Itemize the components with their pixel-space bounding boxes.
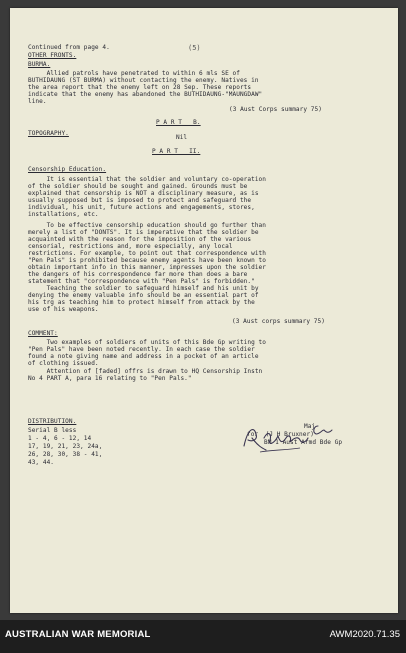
text-line: individual, his unit, future actions and engagements, stores, [28, 204, 255, 211]
text-line: Continued from page 4. [28, 44, 110, 51]
text-line: installations, etc. [28, 211, 99, 218]
page-number: (5) [188, 44, 201, 52]
text-line: Attention of [faded] offrs is drawn to HQ Censorship Instn [28, 368, 263, 375]
text-line: use of his weapons. [28, 306, 99, 313]
text-line: (3 Aust corps summary 75) [232, 318, 325, 325]
text-line: No 4 PART A, para 16 relating to "Pen Pals." [28, 375, 192, 382]
text-line: merely a list of "DONTS". It is imperative that the soldier be [28, 229, 259, 236]
text-line: the area report that the enemy left on 28 Sep. These reports [28, 84, 252, 91]
text-line: Two examples of soldiers of units of this Bde Gp writing to [28, 339, 266, 346]
text-line: his trg as teaching him to protect himself from attack by the [28, 299, 255, 306]
text-line: the dangers of his correspondence far more than does a bare [28, 271, 248, 278]
text-line: of the soldier should be sought and gained. Grounds must be [28, 183, 248, 190]
archive-footer [0, 620, 406, 653]
text-line: for (J H Bruxner) [247, 431, 314, 438]
text-line: Teaching the soldier to safeguard himself and his unit by [28, 285, 259, 292]
text-line: restrictions. For example, to point out that correspondence with [28, 250, 266, 257]
text-line: 26, 28, 30, 38 - 41, [28, 451, 103, 458]
text-line: indicate that the enemy has abandoned the BUTHIDAUNG-"MAUNGDAW" [28, 91, 263, 98]
text-line: "Pen Pals" is prohibited because enemy agents have been known to [28, 257, 266, 264]
text-line: "Pen Pals" have been noted recently. In each case the soldier [28, 346, 255, 353]
text-line: It is essential that the soldier and voluntary co-operation [28, 176, 266, 183]
handwritten-signature [238, 420, 348, 460]
text-line: DISTRIBUTION. [28, 418, 77, 425]
text-line: line. [28, 98, 47, 105]
text-line: To be effective censorship education should go further than [28, 222, 266, 229]
text-line: Allied patrols have penetrated to within 6 mls SE of [28, 70, 240, 77]
text-line: P A R T II. [152, 148, 201, 155]
text-line: Censorship Education. [28, 166, 107, 173]
text-line: statement that "correspondence with "Pen Pals" is forbidden." [28, 278, 255, 285]
text-line: BURMA. [28, 61, 51, 68]
text-line: BUTHIDAUNG (ST BURMA) without contacting the enemy. Natives in [28, 77, 259, 84]
text-line: found a note giving name and address in a pocket of an article [28, 353, 259, 360]
document-page [10, 8, 398, 613]
text-line: OTHER FRONTS. [28, 52, 77, 59]
text-line: (3 Aust Corps summary 75) [229, 106, 322, 113]
text-line: BM 1 Aust Armd Bde Gp [264, 439, 343, 446]
text-line: censorial, restrictions and, more especially, any local [28, 243, 233, 250]
text-line: 17, 19, 21, 23, 24a, [28, 443, 103, 450]
text-line: Maj [304, 423, 316, 430]
institution-name: AUSTRALIAN WAR MEMORIAL [5, 629, 151, 640]
text-line: of clothing issued. [28, 360, 99, 367]
text-line: P A R T B. [156, 119, 201, 126]
text-line: explained that censorship is NOT a disciplinary measure, as is [28, 190, 259, 197]
accession-number: AWM2020.71.35 [329, 629, 400, 640]
text-line: usually supposed but is imposed to protect and safeguard the [28, 197, 252, 204]
text-line: acquainted with the reason for the imposition of the various [28, 236, 252, 243]
text-line: Nil [176, 134, 188, 141]
text-line: TOPOGRAPHY. [28, 130, 69, 137]
text-line: obtain important info in this manner, impresses upon the soldier [28, 264, 266, 271]
text-line: denying the enemy valuable info should be an essential part of [28, 292, 259, 299]
text-line: 1 - 4, 6 - 12, 14 [28, 435, 92, 442]
text-line: Serial B less [28, 427, 77, 434]
text-line: 43, 44. [28, 459, 55, 466]
text-line: COMMENT: [28, 330, 58, 337]
